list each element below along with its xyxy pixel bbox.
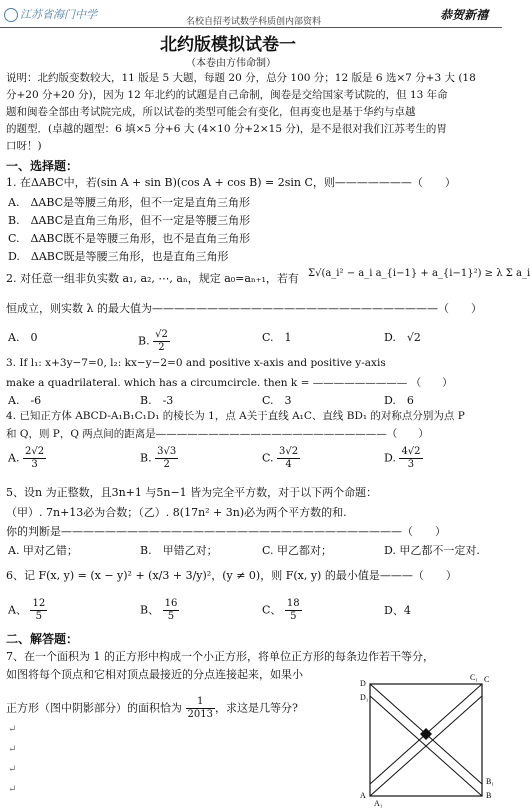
paragraph-mark: ↵ (8, 784, 17, 795)
q2-inequality: Σ√(a_i² − a_i a_{i−1} + a_{i−1}²) ≥ λ Σ a_i (308, 268, 530, 279)
q3-option-d: D. 6 (384, 394, 414, 407)
square-figure (360, 672, 500, 808)
q5-option-a: A. 甲对乙错； (8, 544, 78, 557)
q3-line1: 3. If l₁: x+3y−7=0, l₂: kx−y−2=0 and positive x-axis and positive y-axis (6, 357, 386, 369)
q5-option-b: B. 甲错乙对； (140, 544, 218, 557)
q4-option-a: A. $\frac{2√2}{3}$ (8, 446, 45, 470)
page-subtitle: （本卷由方伟命制） (186, 58, 276, 69)
q5-option-d: D. 甲乙都不一定对. (384, 544, 480, 557)
section-answer-title: 二、解答题： (6, 632, 79, 646)
label-b: B (486, 791, 492, 800)
label-b1: B₁ (486, 777, 495, 786)
school-logo: 江苏省海门中学 (4, 6, 97, 22)
label-a1: A₁ (374, 799, 383, 808)
q7-line2: 如图将每个顶点和它相对顶点最接近的分点连接起来，如果小 (6, 668, 303, 681)
label-a: A (360, 791, 366, 800)
q5-line3: 你的判断是———————————————————————————————（ ） (6, 525, 446, 538)
seal-icon (4, 8, 18, 22)
q1-option-c: C. ΔABC既不是等腰三角形，也不是直角三角形 (8, 232, 251, 245)
q7-line1: 7、在一个面积为 1 的正方形中构成一个小正方形，将单位正方形的每条边作若干等分， (6, 650, 434, 663)
q2-option-b: B. $\frac{√2}{2}$ (138, 329, 168, 353)
label-d: D (360, 679, 366, 688)
section-choice-title: 一、选择题： (6, 159, 79, 173)
label-d1: D₁ (360, 693, 369, 702)
paragraph-mark: ↵ (8, 764, 17, 775)
q1-stem: 1. 在ΔABC中，若(sin A + sin B)(cos A + cos B) = 2sin C，则———————（ ） (6, 176, 456, 189)
q5-option-c: C. 甲乙都对； (262, 544, 333, 557)
q1-option-b: B. ΔABC是直角三角形，但不一定是等腰三角形 (8, 214, 251, 227)
q2-option-d: D. √2 (384, 331, 421, 344)
q4-option-c: C. $\frac{3√2}{4}$ (262, 446, 299, 470)
intro-line-4: 的题型．(卓越的题型：6 填×5 分+6 大 (4×10 分+2×15 分)，是不是很对我们江苏考生的胃 (6, 123, 447, 135)
q5-line1: 5、设n 为正整数，且3n+1 与5n−1 皆为完全平方数，对于以下两个命题： (6, 486, 378, 499)
intro-line-3: 题和闽卷全部由考试院完成，所以试卷的类型可能会有变化，但再变也是基于华约与卓越 (6, 106, 416, 118)
q3-option-b: B. -3 (140, 394, 174, 407)
label-c1: C₁ (470, 673, 479, 682)
q6-option-b: B、 $\frac{16}{5}$ (140, 598, 178, 622)
q2-line2: 恒成立，则实数 λ 的最大值为——————————————————————————（ ） (6, 302, 482, 315)
intro-line-5: 口呀！) (6, 140, 42, 152)
q6-option-c: C、 $\frac{18}{5}$ (262, 598, 300, 622)
q2-option-c: C. 1 (262, 331, 292, 344)
q3-line2: make a quadrilateral. which has a circumcircle. then k = ————————— （ ） (6, 377, 453, 389)
q5-line2: （甲）. 7n+13必为合数；（乙）. 8(17n² + 3n)必为两个平方数的和. (6, 506, 347, 519)
q4-line1: 4. 已知正方体 ABCD-A₁B₁C₁D₁ 的棱长为 1，点 A关于直线 A₁C、直线 BD₁ 的对称点分别为点 P (6, 410, 465, 422)
q4-line2: 和 Q，则 P，Q 两点间的距离是——————————————————————（ ） (6, 428, 429, 440)
q1-option-d: D. ΔABC既是等腰三角形，也是直角三角形 (8, 250, 229, 263)
page-title: 北约版模拟试卷一 (160, 35, 296, 55)
label-c: C (484, 675, 490, 684)
q4-option-b: B. $\frac{3√3}{2}$ (140, 446, 177, 470)
q6-option-a: A、 $\frac{12}{5}$ (8, 598, 46, 622)
header-caption: 名校自招考试数学科质创内部资料 (186, 16, 322, 26)
q7-line3: 正方形（图中阴影部分）的面积恰为 $\frac{1}{2013}$ ，求这是几等分? (6, 696, 298, 720)
q2-option-a: A. 0 (8, 331, 38, 344)
intro-line-1: 说明：北约版变数较大，11 版是 5 大题，每题 20 分，总分 100 分；12 版是 6 选×7 分+3 大 (18 (6, 72, 476, 84)
q1-option-a: A. ΔABC是等腰三角形，但不一定是直角三角形 (8, 196, 251, 209)
paragraph-mark: ↵ (8, 724, 17, 735)
q3-option-a: A. -6 (8, 394, 42, 407)
intro-line-2: 分+20 分+20 分)，因为 12 年北约的试题是自己命制，闽卷是交给国家考试院的，但 13 年命 (6, 89, 448, 101)
header-divider (0, 27, 502, 28)
q2-stem: 2. 对任意一组非负实数 a₁, a₂, ⋯, aₙ，规定 a₀=aₙ₊₁，若有 (6, 272, 299, 285)
header-signature: 恭贺新禧 (440, 8, 489, 22)
q3-option-c: C. 3 (262, 394, 292, 407)
q4-option-d: D. $\frac{4√2}{3}$ (384, 446, 421, 470)
q6-stem: 6、记 F(x, y) = (x − y)² + (x/3 + 3/y)²，(y ≠ 0)，则 F(x, y) 的最小值是———（ ） (6, 569, 457, 582)
q6-option-d: D、4 (384, 604, 411, 617)
paragraph-mark: ↵ (8, 744, 17, 755)
